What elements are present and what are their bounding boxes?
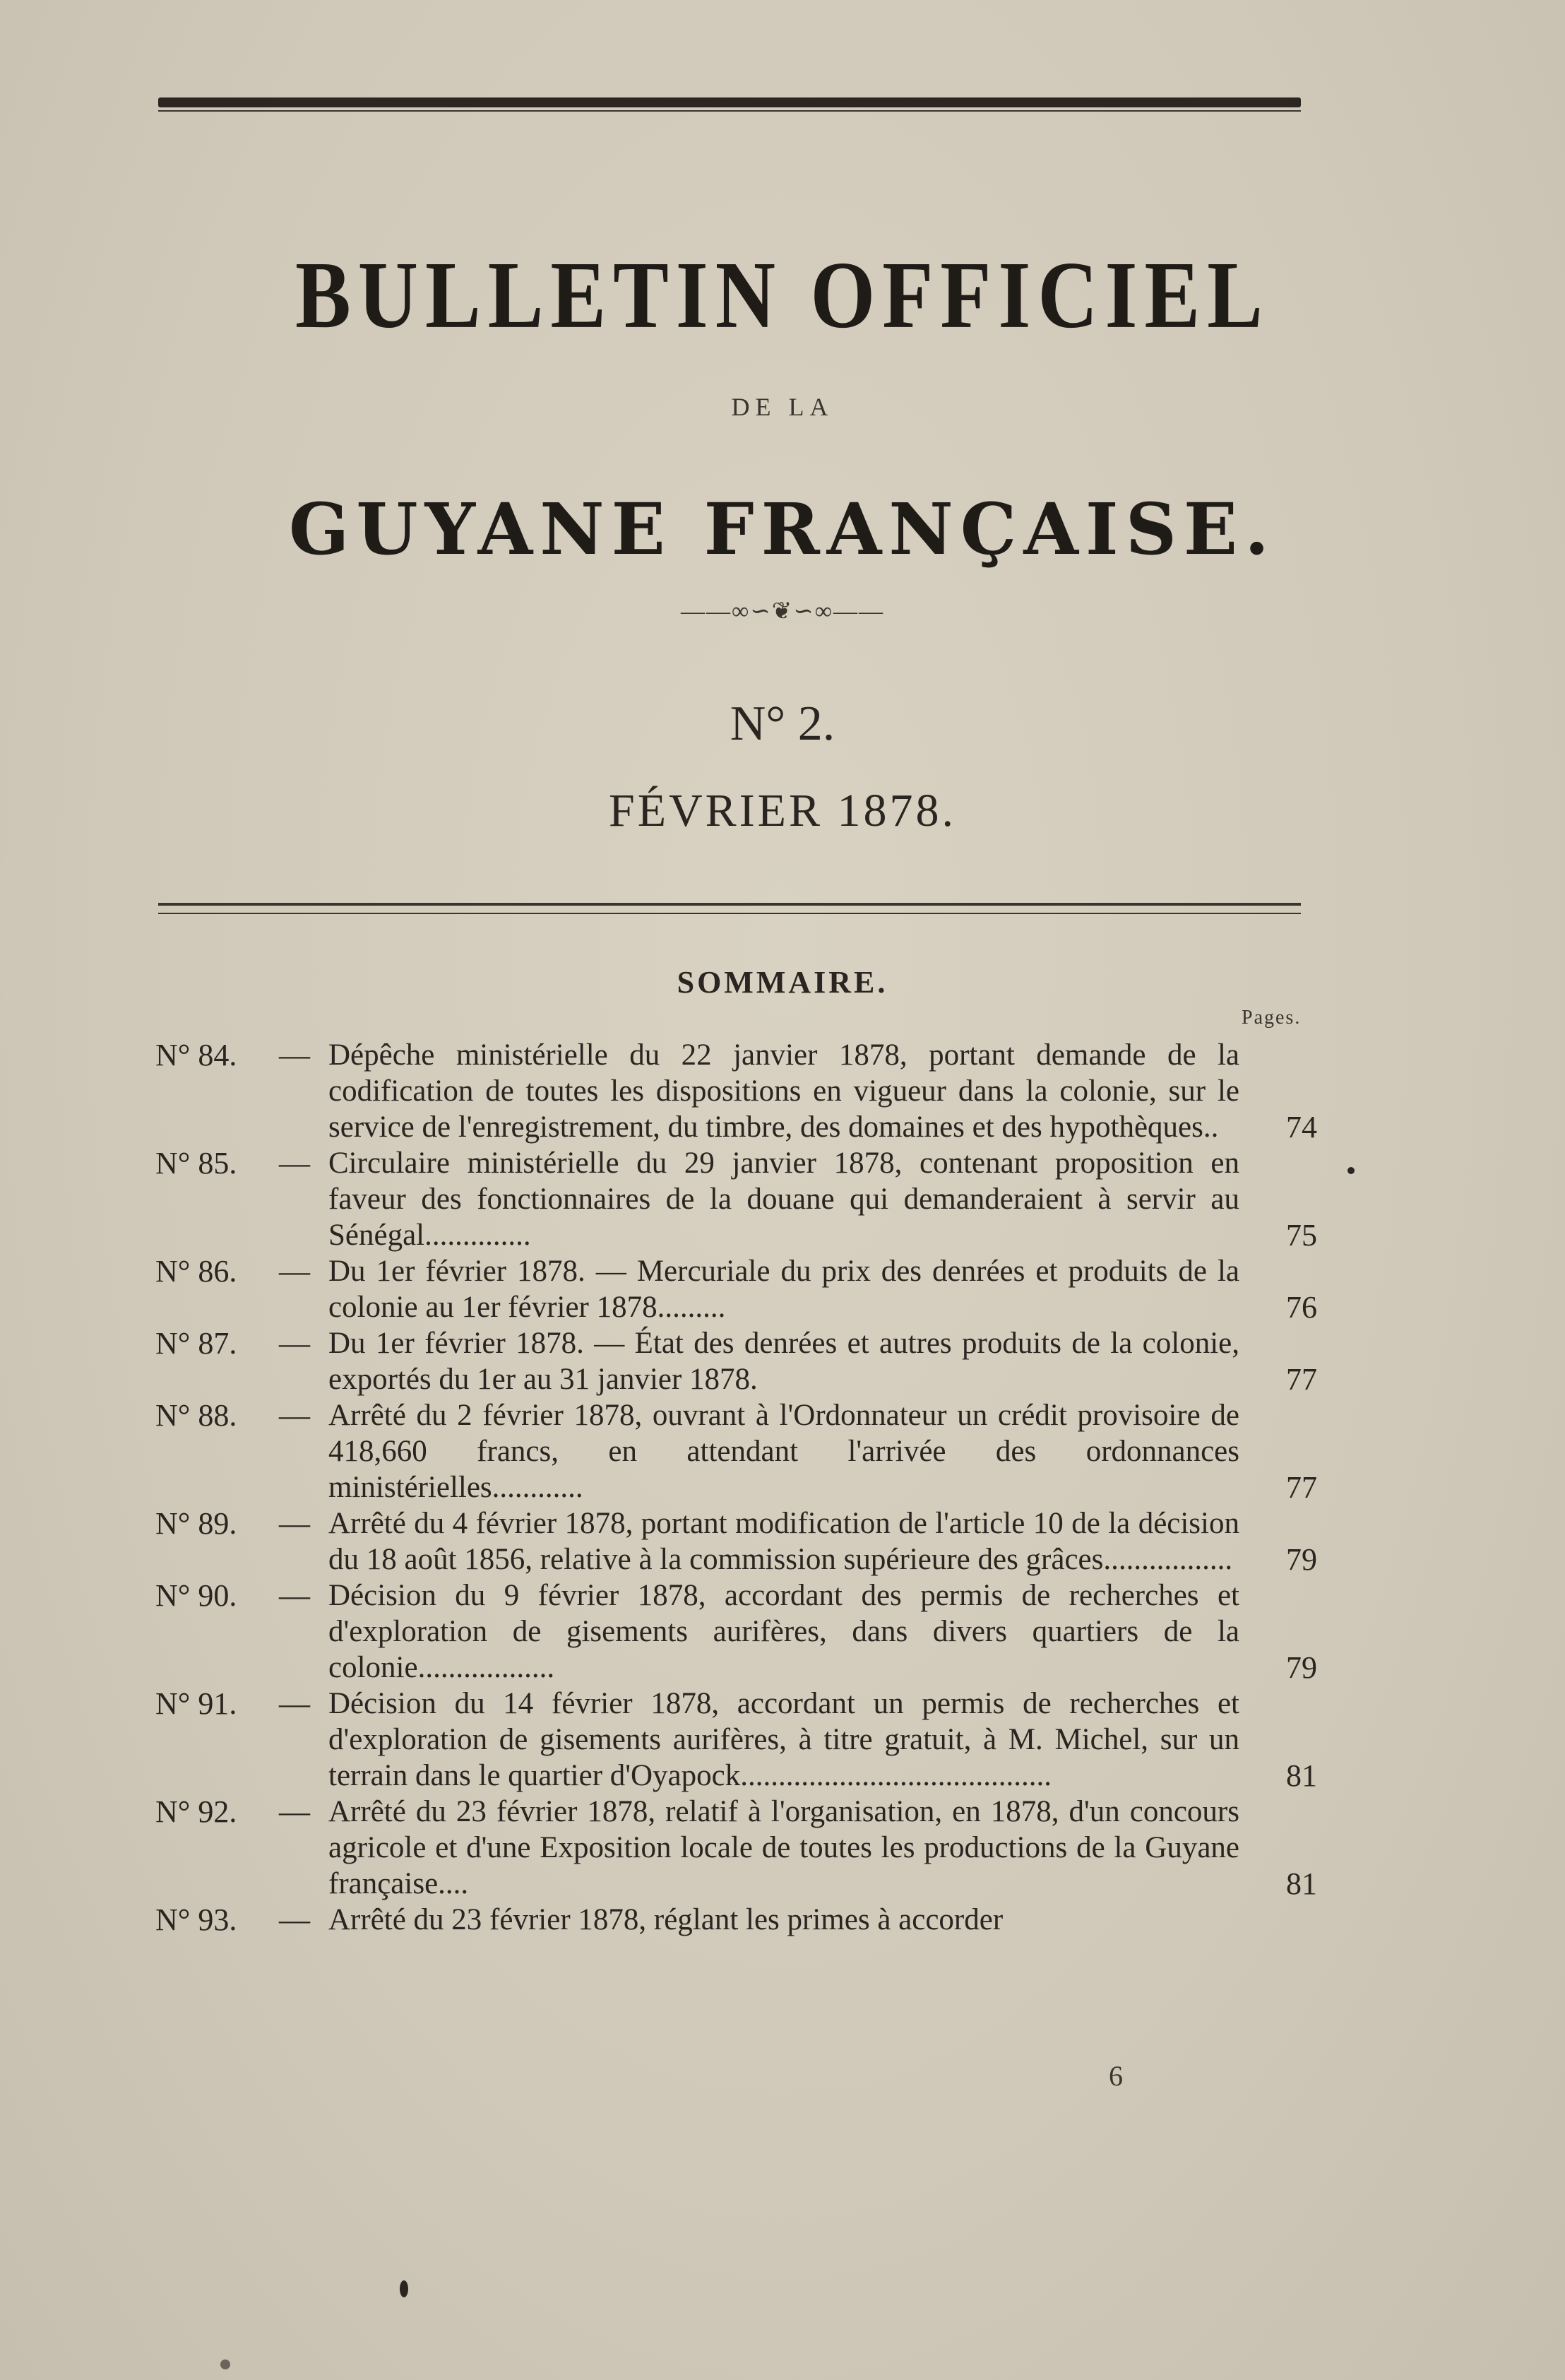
entry-text: Dépêche ministérielle du 22 janvier 1878, portant demande de la codification de toutes les dispositions en vigueur dans la colonie, sur le service de l'enregistrement, du timbre, des domaines et des hypothèques.. (328, 1038, 1239, 1144)
entry-number: N° 88. (155, 1398, 237, 1433)
entry-number: N° 89. (155, 1506, 237, 1541)
entry-text: Circulaire ministérielle du 29 janvier 1878, contenant proposition en faveur des fonctionnaires de la douane qui demanderaient à servir au Sénégal.............. (328, 1147, 1239, 1252)
title-connector: DE LA (731, 393, 834, 421)
entry-page: 81 (1286, 1758, 1317, 1793)
summary-entry (0, 1145, 1565, 1253)
signature-mark: 6 (1109, 2060, 1123, 2092)
entry-dash: — (279, 1578, 310, 1613)
pages-column-label: Pages. (1242, 1007, 1302, 1029)
issue-number: N° 2. (730, 697, 835, 751)
summary-entry (0, 1902, 1565, 1938)
entry-page: 76 (1286, 1290, 1317, 1325)
bulletin-title: BULLETIN OFFICIEL (295, 242, 1270, 348)
top-rule (158, 97, 1301, 107)
entry-number: N° 91. (155, 1686, 237, 1721)
double-rule (158, 903, 1301, 906)
entry-page: 79 (1286, 1542, 1317, 1577)
summary-list (0, 1037, 1565, 1938)
ornament-divider: ——∞∽❦∽∞—— (681, 598, 884, 624)
entry-number: N° 92. (155, 1794, 237, 1829)
entry-dash: — (279, 1326, 310, 1361)
entry-dash: — (279, 1506, 310, 1541)
entry-text: Arrêté du 23 février 1878, réglant les primes à accorder (328, 1903, 1004, 1936)
entry-number: N° 87. (155, 1326, 237, 1361)
entry-text: Décision du 14 février 1878, accordant un permis de recherches et d'exploration de gisements aurifères, à titre gratuit, à M. Michel, sur un terrain dans le quartier d'Oyapock......................................... (328, 1687, 1239, 1792)
summary-entry (0, 1397, 1565, 1505)
entry-text: Arrêté du 2 février 1878, ouvrant à l'Ordonnateur un crédit provisoire de 418,660 francs, en attendant l'arrivée des ordonnances ministérielles............ (328, 1399, 1239, 1504)
summary-entry (0, 1794, 1565, 1902)
entry-text: Du 1er février 1878. — Mercuriale du prix des denrées et produits de la colonie au 1er février 1878......... (328, 1255, 1239, 1324)
summary-entry (0, 1325, 1565, 1397)
entry-text: Arrêté du 4 février 1878, portant modification de l'article 10 de la décision du 18 août 1856, relative à la commission supérieure des grâces................. (328, 1507, 1239, 1576)
summary-heading: SOMMAIRE. (677, 965, 888, 1000)
colony-title: GUYANE FRANÇAISE. (289, 487, 1276, 571)
entry-number: N° 90. (155, 1578, 237, 1613)
entry-dash: — (279, 1902, 310, 1937)
entry-number: N° 93. (155, 1902, 237, 1937)
summary-entry (0, 1505, 1565, 1577)
entry-page: 81 (1286, 1866, 1317, 1901)
entry-page: 74 (1286, 1110, 1317, 1144)
entry-page: 79 (1286, 1650, 1317, 1685)
summary-entry (0, 1037, 1565, 1145)
entry-dash: — (279, 1146, 310, 1180)
entry-number: N° 84. (155, 1038, 237, 1072)
entry-dash: — (279, 1686, 310, 1721)
entry-page: 75 (1286, 1218, 1317, 1253)
entry-page: 77 (1286, 1362, 1317, 1397)
ink-speck (1347, 1167, 1355, 1174)
entry-dash: — (279, 1794, 310, 1829)
entry-dash: — (279, 1038, 310, 1072)
ink-speck (400, 2280, 408, 2297)
entry-dash: — (279, 1398, 310, 1433)
entry-text: Arrêté du 23 février 1878, relatif à l'organisation, en 1878, d'un concours agricole et d'une Exposition locale de toutes les productions de la Guyane française.... (328, 1795, 1239, 1900)
summary-entry (0, 1686, 1565, 1794)
entry-text: Décision du 9 février 1878, accordant des permis de recherches et d'exploration de gisements aurifères, dans divers quartiers de la colonie.................. (328, 1579, 1239, 1684)
entry-page: 77 (1286, 1470, 1317, 1505)
summary-entry (0, 1577, 1565, 1686)
entry-text: Du 1er février 1878. — État des denrées et autres produits de la colonie, exportés du 1er au 31 janvier 1878. (328, 1327, 1239, 1396)
entry-number: N° 86. (155, 1254, 237, 1289)
entry-number: N° 85. (155, 1146, 237, 1180)
issue-month: FÉVRIER 1878. (608, 785, 957, 836)
summary-entry (0, 1253, 1565, 1325)
entry-dash: — (279, 1254, 310, 1289)
ink-speck (220, 2360, 230, 2369)
